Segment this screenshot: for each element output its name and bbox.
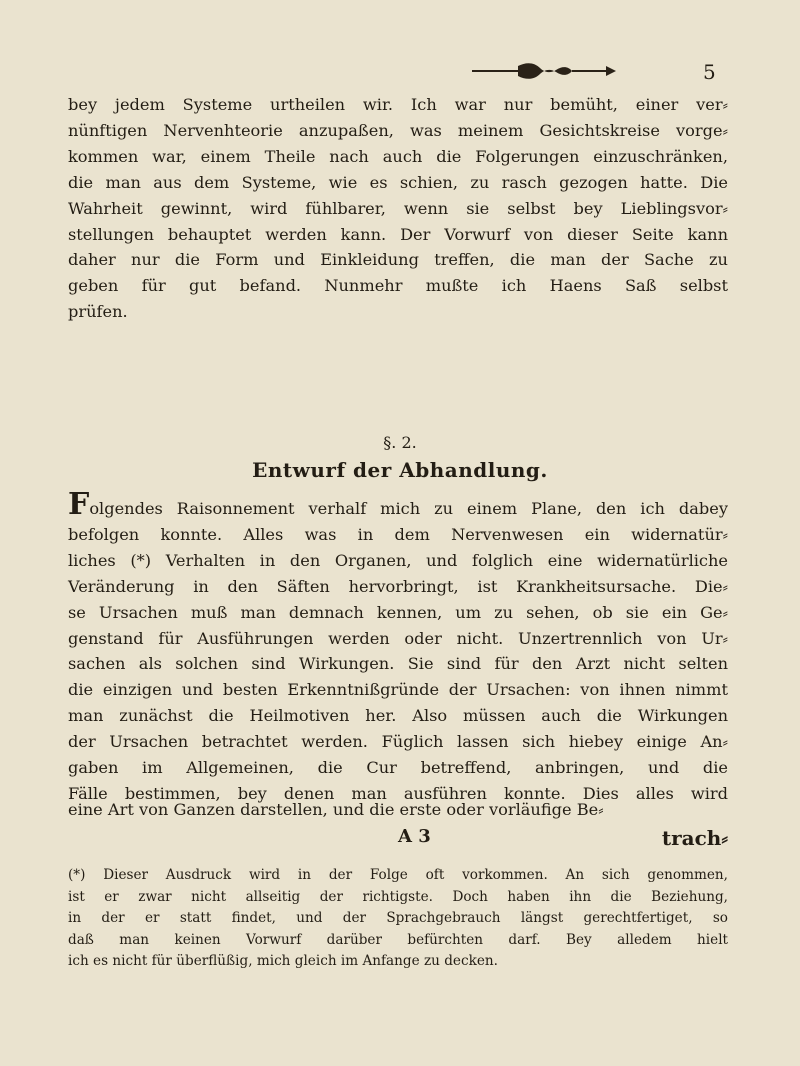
- page-number: 5: [703, 60, 716, 84]
- footnote-line: (*) Dieser Ausdruck wird in der Folge oft vorkommen. An sich genommen,: [68, 867, 728, 883]
- text-line: bey jedem Systeme urtheilen wir. Ich war nur bemüht, einer ver⸗: [68, 95, 728, 114]
- footnote-line: ich es nicht für überflüßig, mich gleich im Anfange zu decken.: [68, 953, 498, 969]
- footnote: [68, 865, 728, 973]
- paragraph-main: [68, 487, 728, 807]
- text-line: se Ursachen muß man demnach kennen, um zu sehen, ob sie ein Ge⸗: [68, 602, 728, 622]
- drop-cap: F: [68, 487, 90, 522]
- text-line: gaben im Allgemeinen, die Cur betreffend, anbringen, und die: [68, 758, 728, 778]
- text-line: liches (*) Verhalten in den Organen, und folglich eine widernatürliche: [68, 550, 728, 570]
- text-line: Veränderung in den Säften hervorbringt, ist Krankheitsursache. Die⸗: [68, 576, 728, 596]
- paragraph-continuation: [68, 92, 728, 325]
- text-line-first: [68, 487, 728, 522]
- signature-mark: A 3: [398, 826, 431, 847]
- text-line: stellungen behauptet werden kann. Der Vorwurf von dieser Seite kann: [68, 224, 728, 244]
- text-line: kommen war, einem Theile nach auch die Folgerungen einzuschränken,: [68, 146, 728, 166]
- footnote-line: in der er statt findet, und der Sprachgebrauch längst gerechtfertiget, so: [68, 910, 728, 926]
- footnote-line: ist er zwar nicht allseitig der richtigste. Doch haben ihn die Beziehung,: [68, 888, 728, 905]
- text-line: eine Art von Ganzen darstellen, und die erste oder vorläufige Be⸗: [68, 800, 604, 819]
- text-line: genstand für Ausführungen werden oder nicht. Unzertrennlich von Ur⸗: [68, 628, 728, 648]
- footnote-line: daß man keinen Vorwurf darüber befürchten darf. Bey alledem hielt: [68, 931, 728, 948]
- text-line: daher nur die Form und Einkleidung treffen, die man der Sache zu: [68, 250, 728, 270]
- section-title: Entwurf der Abhandlung.: [252, 458, 548, 482]
- text-line: Fälle bestimmen, bey denen man ausführen konnte. Dies alles wird: [68, 783, 728, 803]
- text-line: Wahrheit gewinnt, wird fühlbarer, wenn sie selbst bey Lieblingsvor⸗: [68, 198, 728, 218]
- text-line: befolgen konnte. Alles was in dem Nervenwesen ein widernatür⸗: [68, 524, 728, 544]
- text-line: olgendes Raisonnement verhalf mich zu einem Plane, den ich dabey: [89, 499, 728, 518]
- text-line: prüfen.: [68, 302, 128, 322]
- text-line: man zunächst die Heilmotiven her. Also müssen auch die Wirkungen: [68, 706, 728, 726]
- catchword: trach⸗: [661, 826, 728, 850]
- text-line: nünftigen Nervenhteorie anzupaßen, was meinem Gesichtskreise vorge⸗: [68, 120, 728, 140]
- text-line: geben für gut befand. Nunmehr mußte ich Haens Saß selbst: [68, 276, 728, 296]
- signature-row: [68, 826, 728, 856]
- text-line: der Ursachen betrachtet werden. Füglich lassen sich hiebey einige An⸗: [68, 732, 728, 752]
- text-line: die man aus dem Systeme, wie es schien, zu rasch gezogen hatte. Die: [68, 172, 728, 192]
- ornament-rule-icon: [470, 60, 620, 82]
- text-line: die einzigen und besten Erkenntnißgründe der Ursachen: von ihnen nimmt: [68, 680, 728, 700]
- section-number: §. 2.: [383, 433, 417, 452]
- text-line: sachen als solchen sind Wirkungen. Sie sind für den Arzt nicht selten: [68, 654, 728, 674]
